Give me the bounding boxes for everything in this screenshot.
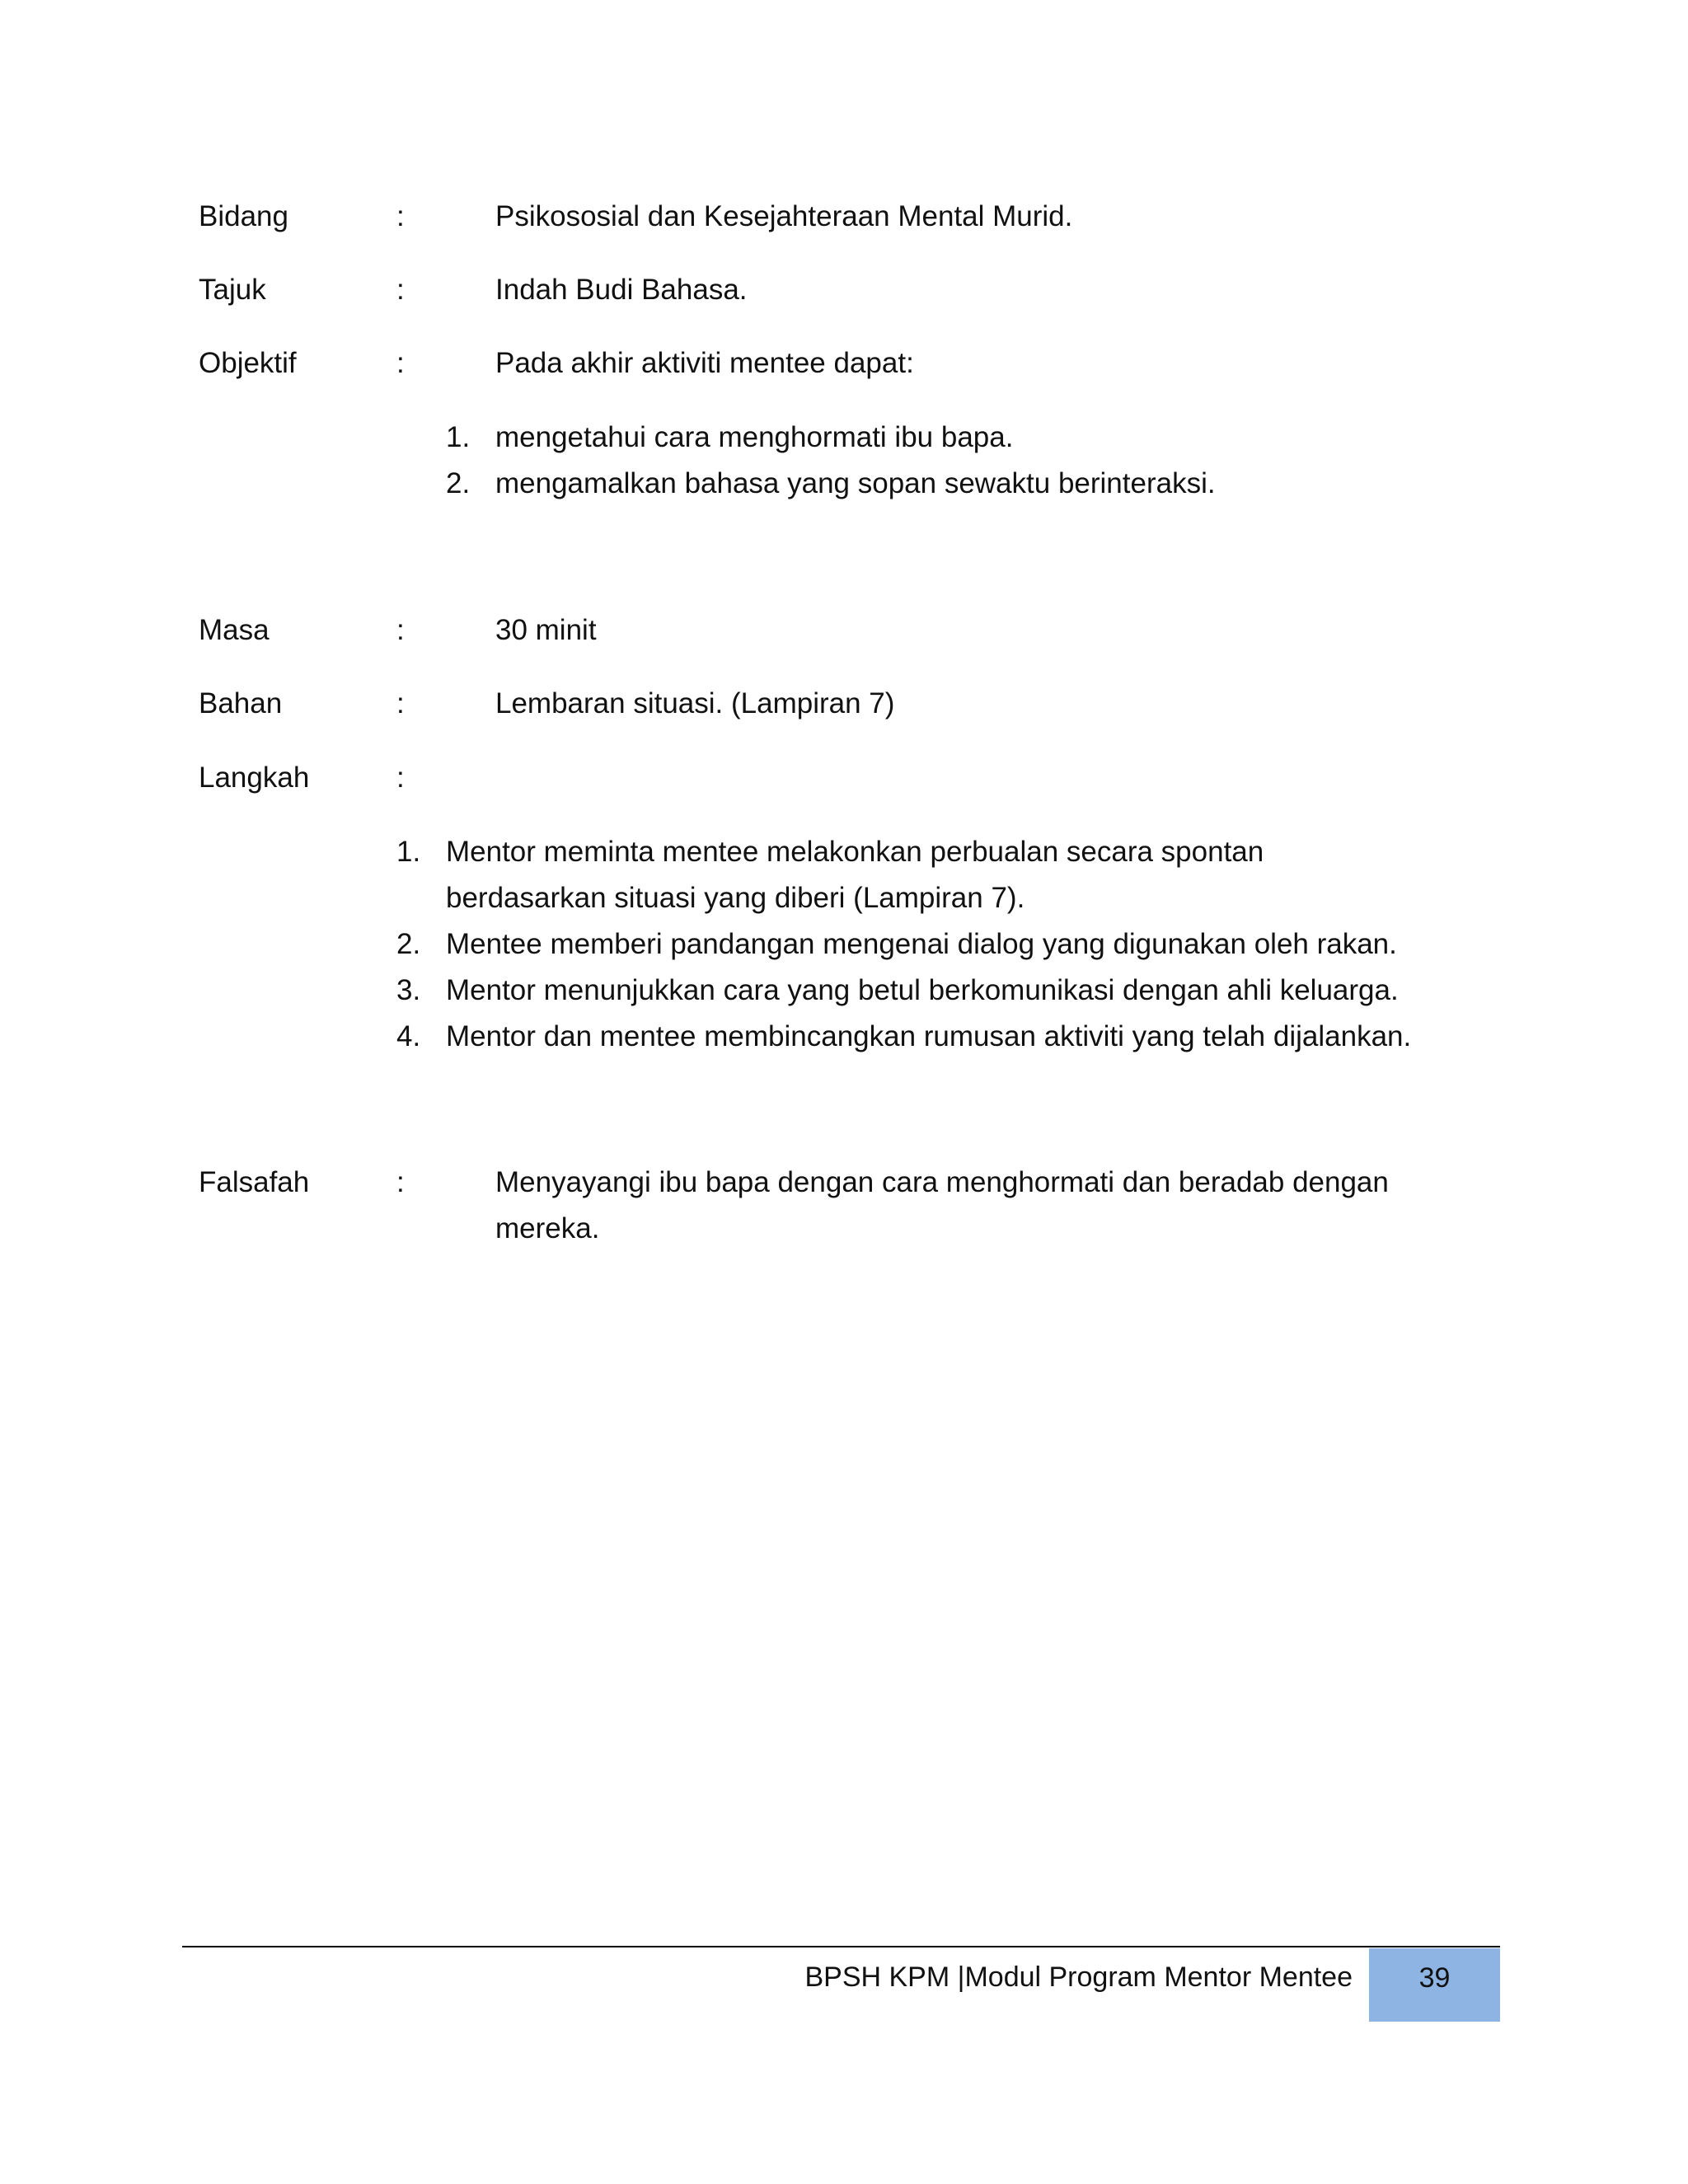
objektif-item-text: mengetahui cara menghormati ibu bapa. — [495, 421, 1014, 453]
bidang-value: Psikososial dan Kesejahteraan Mental Murid. — [495, 200, 1073, 232]
bahan-value: Lembaran situasi. (Lampiran 7) — [495, 687, 895, 719]
objektif-item-number: 1. — [446, 421, 471, 453]
page-number-box — [1369, 1948, 1500, 2022]
langkah-label: Langkah — [199, 762, 310, 794]
tajuk-colon: : — [396, 274, 405, 306]
bahan-label: Bahan — [199, 687, 283, 719]
tajuk-label: Tajuk — [199, 274, 266, 306]
falsafah-colon: : — [396, 1166, 405, 1198]
objektif-item-number: 2. — [446, 467, 471, 499]
langkah-colon: : — [396, 762, 405, 794]
page-number: 39 — [1418, 1962, 1451, 1994]
langkah-step-number: 3. — [396, 974, 421, 1006]
langkah-step-text: Mentee memberi pandangan mengenai dialog yang digunakan oleh rakan. — [446, 928, 1397, 960]
falsafah-value-continued: mereka. — [495, 1212, 600, 1244]
objektif-label: Objektif — [199, 347, 297, 379]
langkah-step-text: Mentor menunjukkan cara yang betul berkomunikasi dengan ahli keluarga. — [446, 974, 1399, 1006]
footer-title: BPSH KPM |Modul Program Mentor Mentee — [804, 1961, 1353, 1993]
langkah-step-number: 1. — [396, 836, 421, 868]
objektif-item-text: mengamalkan bahasa yang sopan sewaktu berinteraksi. — [495, 467, 1216, 499]
falsafah-label: Falsafah — [199, 1166, 310, 1198]
masa-colon: : — [396, 614, 405, 646]
footer-divider — [182, 1946, 1500, 1947]
langkah-step-text: Mentor meminta mentee melakonkan perbualan secara spontan — [446, 836, 1264, 868]
langkah-step-text: Mentor dan mentee membincangkan rumusan aktiviti yang telah dijalankan. — [446, 1020, 1412, 1052]
masa-label: Masa — [199, 614, 270, 646]
langkah-step-number: 2. — [396, 928, 421, 960]
objektif-colon: : — [396, 347, 405, 379]
masa-value: 30 minit — [495, 614, 597, 646]
falsafah-value: Menyayangi ibu bapa dengan cara menghormati dan beradab dengan — [495, 1166, 1389, 1198]
bidang-label: Bidang — [199, 200, 288, 232]
bidang-colon: : — [396, 200, 405, 232]
bahan-colon: : — [396, 687, 405, 719]
langkah-step-number: 4. — [396, 1020, 421, 1052]
tajuk-value: Indah Budi Bahasa. — [495, 274, 748, 306]
objektif-value: Pada akhir aktiviti mentee dapat: — [495, 347, 914, 379]
langkah-step-text-continued: berdasarkan situasi yang diberi (Lampiran 7). — [446, 882, 1025, 914]
